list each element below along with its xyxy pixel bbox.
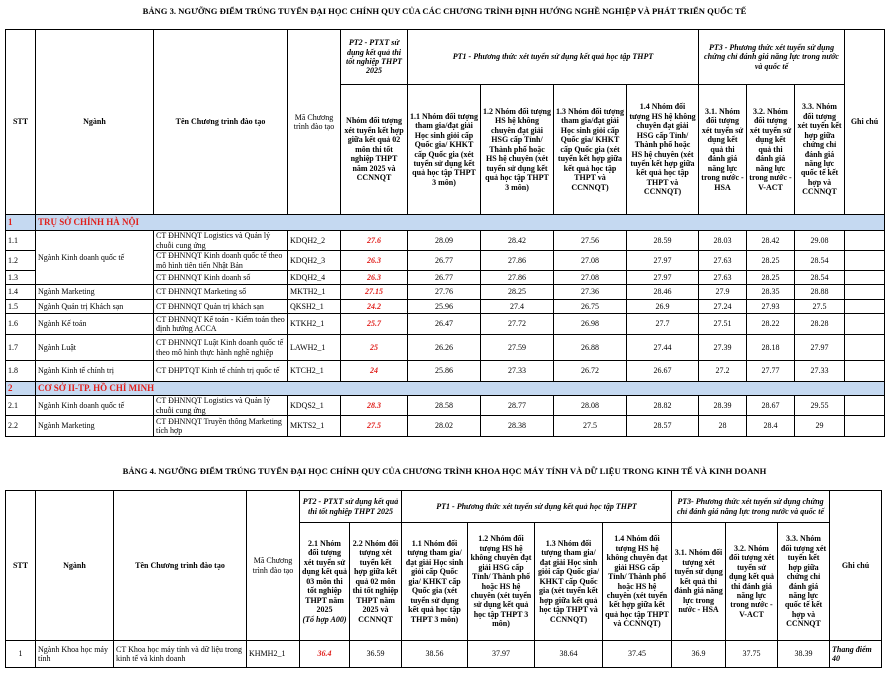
cell-stt: 1.7 [6, 335, 36, 361]
subheader: Nhóm đối tượng xét tuyển kết hợp giữa kết quả 02 môn thi tốt nghiệp THPT năm 2025 và CCNNQT [341, 85, 408, 215]
cell-ten: CT ĐHNNQT Logistics và Quản lý chuỗi cung ứng [154, 396, 288, 416]
cell-pt21: 36.4 [300, 641, 350, 668]
cell-value: 28.77 [481, 396, 554, 416]
cell-value: 28.25 [481, 285, 554, 300]
cell-nganh: Ngành Luật [36, 335, 154, 361]
cell-value: 27.2 [699, 361, 747, 382]
cell-value: 26.26 [408, 335, 481, 361]
cell-value: 25.96 [408, 300, 481, 314]
col-nganh: Ngành [36, 491, 114, 641]
cell-value: 27.97 [795, 335, 845, 361]
section-stt: 1 [6, 215, 36, 231]
cell-ten: CT ĐHNNQT Luật Kinh doanh quốc tế theo mô hình thực hành nghề nghiệp [154, 335, 288, 361]
col-stt: STT [6, 30, 36, 215]
subheader: 3.3. Nhóm đối tượng xét tuyển kết hợp giữa chứng chỉ đánh giá năng lực quốc tế kết hợp và CCNNQT [778, 523, 830, 641]
section-stt: 2 [6, 382, 36, 396]
cell-value: 27.63 [699, 271, 747, 285]
cell-ten: CT ĐHNNQT Logistics và Quản lý chuỗi cung ứng [154, 231, 288, 251]
subheader: 1.1 Nhóm đối tượng tham gia/đạt giải Học sinh giỏi cấp Quốc gia/ KHKT cấp Quốc gia (xét tuyển sử dụng kết quả học tập THPT 3 môn) [408, 85, 481, 215]
group-pt3: PT3 - Phương thức xét tuyển sử dụng chứng chỉ đánh giá năng lực trong nước và quốc tế [699, 30, 845, 85]
table-row [6, 396, 885, 416]
col-ghichu: Ghi chú [845, 30, 885, 215]
cell-value: 27.08 [554, 251, 627, 271]
cell-value: 27.86 [481, 271, 554, 285]
subheader-text: 2.1 Nhóm đối tượng xét tuyển sử dụng kết quả 03 môn thi tốt nghiệp THPT năm 2025 [302, 539, 347, 615]
cell-nganh: Ngành Quản trị Khách sạn [36, 300, 154, 314]
cell-nganh: Ngành Kinh doanh quốc tế [36, 396, 154, 416]
cell-ma: KDQH2_4 [288, 271, 341, 285]
cell-value: 28.09 [408, 231, 481, 251]
cell-note [845, 271, 885, 285]
cell-value: 29.08 [795, 231, 845, 251]
cell-pt2: 26.3 [341, 271, 408, 285]
group-pt1: PT1 - Phương thức xét tuyển sử dụng kết quả học tập THPT [402, 491, 672, 523]
cell-nganh: Ngành Marketing [36, 416, 154, 437]
subheader: 3.1. Nhóm đối tượng xét tuyển sử dụng kết quả thi đánh giá năng lực trong nước - HSA [672, 523, 726, 641]
cell-value: 37.45 [603, 641, 672, 668]
cell-stt: 1 [6, 641, 36, 668]
subheader: 1.2 Nhóm đối tượng HS hệ không chuyên đạt giải HSG cấp Tỉnh/ Thành phố hoặc HS hệ chuyên (xét tuyển sử dụng kết quả học tập THPT 3 môn) [481, 85, 554, 215]
cell-stt: 1.4 [6, 285, 36, 300]
cell-pt2: 25.7 [341, 314, 408, 335]
cell-value: 27.5 [554, 416, 627, 437]
cell-value: 28.46 [627, 285, 699, 300]
cell-ten: CT ĐHNNQT Truyền thông Marketing tích hợp [154, 416, 288, 437]
cell-value: 27.59 [481, 335, 554, 361]
cell-value: 27.72 [481, 314, 554, 335]
cell-note [845, 300, 885, 314]
group-pt3: PT3- Phương thức xét tuyển sử dụng chứng chỉ đánh giá năng lực trong nước và quốc tế [672, 491, 830, 523]
table-row [6, 335, 885, 361]
section-name: CƠ SỞ II-TP. HỒ CHÍ MINH [36, 382, 885, 396]
subheader: 1.4 Nhóm đối tượng HS hệ không chuyên đạt giải HSG cấp Tỉnh/ Thành phố hoặc HS hệ chuyên (xét tuyển kết hợp giữa kết quả học tập THPT và CCNNQT) [627, 85, 699, 215]
cell-value: 28.25 [747, 271, 795, 285]
cell-value: 28.08 [554, 396, 627, 416]
cell-pt2: 27.6 [341, 231, 408, 251]
cell-value: 28.03 [699, 231, 747, 251]
col-stt: STT [6, 491, 36, 641]
cell-note [845, 361, 885, 382]
cell-note [845, 231, 885, 251]
cell-value: 27.33 [481, 361, 554, 382]
cell-pt22: 36.59 [350, 641, 402, 668]
cell-value: 29 [795, 416, 845, 437]
cell-value: 27.5 [795, 300, 845, 314]
cell-note [845, 251, 885, 271]
table4 [5, 490, 882, 668]
cell-pt2: 28.3 [341, 396, 408, 416]
col-nganh: Ngành [36, 30, 154, 215]
cell-value: 28.67 [747, 396, 795, 416]
table-row [6, 300, 885, 314]
cell-value: 28.42 [481, 231, 554, 251]
cell-value: 28.35 [747, 285, 795, 300]
cell-value: 27.33 [795, 361, 845, 382]
cell-stt: 1.1 [6, 231, 36, 251]
cell-value: 28.42 [747, 231, 795, 251]
cell-ma: KTCH2_1 [288, 361, 341, 382]
cell-value: 29.55 [795, 396, 845, 416]
cell-note [845, 285, 885, 300]
cell-note [845, 335, 885, 361]
cell-value: 27.93 [747, 300, 795, 314]
subheader: 1.3 Nhóm đối tượng tham gia/đạt giải Học sinh giỏi cấp Quốc gia/ KHKT cấp Quốc gia (xét tuyển kết hợp giữa kết quả học tập THPT và CCNNQT) [554, 85, 627, 215]
cell-ma: QKSH2_1 [288, 300, 341, 314]
cell-value: 28.02 [408, 416, 481, 437]
cell-value: 27.86 [481, 251, 554, 271]
cell-value: 27.24 [699, 300, 747, 314]
cell-stt: 1.5 [6, 300, 36, 314]
cell-value: 28.39 [699, 396, 747, 416]
section-name: TRỤ SỞ CHÍNH HÀ NỘI [36, 215, 885, 231]
cell-value: 28.88 [795, 285, 845, 300]
cell-value: 26.77 [408, 251, 481, 271]
cell-value: 26.75 [554, 300, 627, 314]
cell-value: 28.18 [747, 335, 795, 361]
cell-nganh: Ngành Khoa học máy tính [36, 641, 114, 668]
section-row [6, 382, 885, 396]
subheader: 1.1 Nhóm đối tượng tham gia/đạt giải Học sinh giỏi cấp Quốc gia/ KHKT cấp Quốc gia (xét tuyển sử dụng kết quả học tập THPT 3 môn) [402, 523, 468, 641]
cell-value: 26.9 [627, 300, 699, 314]
cell-ten: CT ĐHNNQT Marketing số [154, 285, 288, 300]
cell-nganh: Ngành Kế toán [36, 314, 154, 335]
cell-value: 27.9 [699, 285, 747, 300]
table-row [6, 314, 885, 335]
cell-value: 28.4 [747, 416, 795, 437]
cell-value: 27.39 [699, 335, 747, 361]
cell-value: 28.54 [795, 271, 845, 285]
cell-ma: MKTH2_1 [288, 285, 341, 300]
cell-value: 28 [699, 416, 747, 437]
cell-value: 27.77 [747, 361, 795, 382]
cell-ma: KHMH2_1 [247, 641, 300, 668]
cell-pt2: 26.3 [341, 251, 408, 271]
cell-value: 26.47 [408, 314, 481, 335]
cell-value: 27.56 [554, 231, 627, 251]
cell-note [845, 314, 885, 335]
cell-value: 25.86 [408, 361, 481, 382]
table-row [6, 231, 885, 251]
cell-pt2: 27.5 [341, 416, 408, 437]
cell-pt2: 24.2 [341, 300, 408, 314]
cell-value: 28.25 [747, 251, 795, 271]
cell-pt2: 24 [341, 361, 408, 382]
cell-note [845, 396, 885, 416]
subheader: 2.2 Nhóm đối tượng xét tuyển kết hợp giữa kết quả 02 môn thi tốt nghiệp THPT năm 2025 và CCNNQT [350, 523, 402, 641]
cell-value: 38.64 [535, 641, 603, 668]
cell-ma: KDQH2_2 [288, 231, 341, 251]
subheader: 3.1. Nhóm đối tượng xét tuyển sử dụng kết quả thi đánh giá năng lực trong nước - HSA [699, 85, 747, 215]
cell-value: 26.88 [554, 335, 627, 361]
cell-ten: CT ĐHNNQT Quản trị khách sạn [154, 300, 288, 314]
col-ma: Mã Chương trình đào tạo [288, 30, 341, 215]
cell-stt: 2.2 [6, 416, 36, 437]
cell-value: 28.57 [627, 416, 699, 437]
cell-value: 37.97 [468, 641, 535, 668]
group-pt2: PT2 - PTXT sử dụng kết quả thi tốt nghiệp THPT 2025 [341, 30, 408, 85]
cell-value: 28.54 [795, 251, 845, 271]
cell-value: 28.58 [408, 396, 481, 416]
cell-ma: KDQH2_3 [288, 251, 341, 271]
subheader: 3.2. Nhóm đối tượng xét tuyển sử dụng kết quả thi đánh giá năng lực trong nước - V-ACT [747, 85, 795, 215]
cell-value: 26.67 [627, 361, 699, 382]
col-ten: Tên Chương trình đào tạo [154, 30, 288, 215]
cell-value: 38.39 [778, 641, 830, 668]
cell-ma: LAWH2_1 [288, 335, 341, 361]
cell-pt2: 27.15 [341, 285, 408, 300]
cell-value: 36.9 [672, 641, 726, 668]
cell-value: 27.7 [627, 314, 699, 335]
cell-stt: 1.3 [6, 271, 36, 285]
cell-ten: CT ĐHNNQT Kinh doanh quốc tế theo mô hình tiên tiến Nhật Bản [154, 251, 288, 271]
cell-nganh: Ngành Kinh doanh quốc tế [36, 231, 154, 285]
cell-value: 27.97 [627, 251, 699, 271]
col-ten: Tên Chương trình đào tạo [114, 491, 247, 641]
cell-value: 27.4 [481, 300, 554, 314]
cell-stt: 1.6 [6, 314, 36, 335]
table-row [6, 285, 885, 300]
cell-value: 26.98 [554, 314, 627, 335]
cell-value: 27.76 [408, 285, 481, 300]
cell-stt: 2.1 [6, 396, 36, 416]
col-ghichu: Ghi chú [830, 491, 882, 641]
cell-nganh: Ngành Marketing [36, 285, 154, 300]
cell-value: 27.51 [699, 314, 747, 335]
cell-value: 26.77 [408, 271, 481, 285]
subheader: 1.3 Nhóm đối tượng tham gia/đạt giải Học sinh giỏi cấp Quốc gia/ KHKT cấp Quốc gia (xét tuyển kết hợp giữa kết quả học tập THPT và CCNNQT) [535, 523, 603, 641]
subheader: 1.4 Nhóm đối tượng HS hệ không chuyên đạt giải HSG cấp Tỉnh/ Thành phố hoặc HS hệ chuyên (xét tuyển kết hợp giữa kết quả học tập THPT và CCNNQT) [603, 523, 672, 641]
cell-note: Thang điểm 40 [830, 641, 882, 668]
cell-ten: CT ĐHNNQT Kinh doanh số [154, 271, 288, 285]
table-row [6, 641, 882, 668]
group-pt1: PT1 - Phương thức xét tuyển sử dụng kết quả học tập THPT [408, 30, 699, 85]
cell-value: 27.08 [554, 271, 627, 285]
cell-ma: KDQS2_1 [288, 396, 341, 416]
cell-stt: 1.8 [6, 361, 36, 382]
cell-value: 27.36 [554, 285, 627, 300]
cell-nganh: Ngành Kinh tế chính trị [36, 361, 154, 382]
cell-value: 27.44 [627, 335, 699, 361]
table-row [6, 416, 885, 437]
cell-ten: CT Khoa học máy tính và dữ liệu trong kinh tế và kinh doanh [114, 641, 247, 668]
cell-value: 28.22 [747, 314, 795, 335]
cell-pt2: 25 [341, 335, 408, 361]
subheader [300, 523, 350, 641]
group-pt2: PT2 - PTXT sử dụng kết quả thi tốt nghiệp THPT 2025 [300, 491, 402, 523]
table3-title: BẢNG 3. NGƯỠNG ĐIỂM TRÚNG TUYỂN ĐẠI HỌC CHÍNH QUY CỦA CÁC CHƯƠNG TRÌNH ĐỊNH HƯỚNG NGHỀ NGHIỆP VÀ PHÁT TRIỂN QUỐC TẾ [142, 6, 747, 16]
cell-value: 27.63 [699, 251, 747, 271]
cell-value: 37.75 [726, 641, 778, 668]
col-ma: Mã Chương trình đào tạo [247, 491, 300, 641]
cell-value: 28.82 [627, 396, 699, 416]
cell-value: 26.72 [554, 361, 627, 382]
cell-value: 28.28 [795, 314, 845, 335]
table3 [5, 29, 885, 437]
subheader: 3.3. Nhóm đối tượng xét tuyển kết hợp giữa chứng chỉ đánh giá năng lực quốc tế kết hợp và CCNNQT [795, 85, 845, 215]
cell-value: 27.97 [627, 271, 699, 285]
cell-ten: CT ĐHNNQT Kế toán - Kiểm toán theo định hướng ACCA [154, 314, 288, 335]
table4-title: BẢNG 4. NGƯỠNG ĐIỂM TRÚNG TUYỂN ĐẠI HỌC CHÍNH QUY CỦA CHƯƠNG TRÌNH KHOA HỌC MÁY TÍNH VÀ DỮ LIỆU TRONG KINH TẾ VÀ KINH DOANH [122, 466, 767, 476]
subheader: 3.2. Nhóm đối tượng xét tuyển sử dụng kết quả thi đánh giá năng lực trong nước - V-ACT [726, 523, 778, 641]
cell-value: 28.38 [481, 416, 554, 437]
section-row [6, 215, 885, 231]
subheader-note: (Tổ hợp A00) [302, 614, 347, 624]
table-row [6, 361, 885, 382]
cell-ten: CT ĐHPTQT Kinh tế chính trị quốc tế [154, 361, 288, 382]
cell-stt: 1.2 [6, 251, 36, 271]
cell-value: 38.56 [402, 641, 468, 668]
subheader: 1.2 Nhóm đối tượng HS hệ không chuyên đạt giải HSG cấp Tỉnh/ Thành phố hoặc HS hệ chuyên (xét tuyển sử dụng kết quả học tập THPT 3 môn) [468, 523, 535, 641]
cell-ma: MKTS2_1 [288, 416, 341, 437]
cell-note [845, 416, 885, 437]
cell-value: 28.59 [627, 231, 699, 251]
cell-ma: KTKH2_1 [288, 314, 341, 335]
